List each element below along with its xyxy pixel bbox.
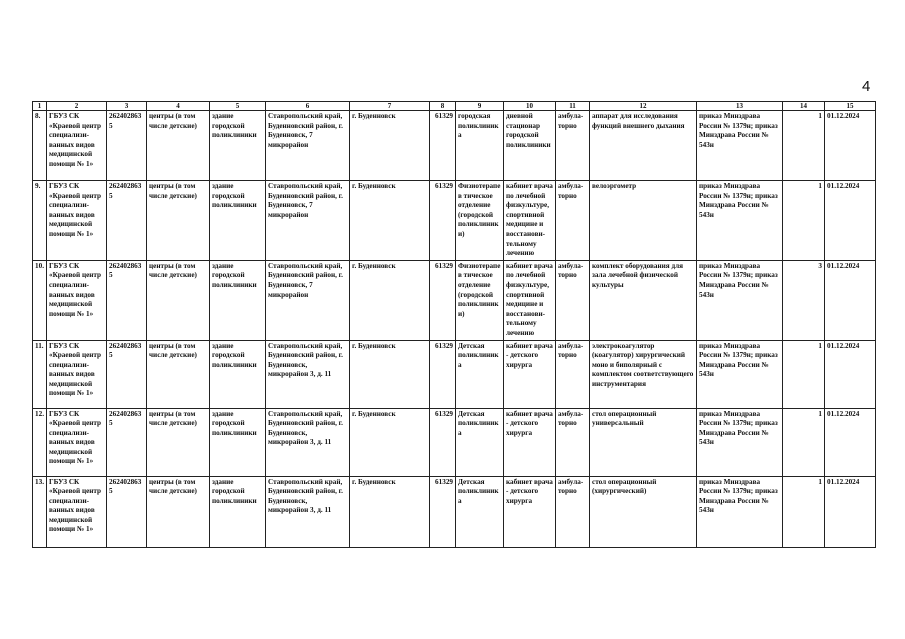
building-cell: здание городской поликлиники <box>210 111 266 181</box>
column-header: 13 <box>697 102 783 111</box>
equipment-cell: электрокоагулятор (коагулятор) хирургический моно и биполярный с комплектом соответствующего инструментария <box>590 340 697 408</box>
equipment-cell: комплект оборудования для зала лечебной физической культуры <box>590 260 697 340</box>
building-cell: здание городской поликлиники <box>210 340 266 408</box>
date-cell: 01.12.2024 <box>825 340 876 408</box>
index-cell: 61329 <box>430 340 456 408</box>
equipment-cell: стол операционный универсальный <box>590 408 697 476</box>
unit-cell: Физиотерапев тическое отделение (городской поликлиники) <box>456 260 504 340</box>
index-cell: 61329 <box>430 111 456 181</box>
unit-cell: городская поликлиника <box>456 111 504 181</box>
date-cell: 01.12.2024 <box>825 260 876 340</box>
code-cell: 2624028635 <box>107 260 147 340</box>
quantity-cell: 1 <box>783 340 825 408</box>
order-cell: приказ Минздрава России № 1379н; приказ Минздрава России № 543н <box>697 476 783 547</box>
quantity-cell: 1 <box>783 181 825 261</box>
mode-cell: амбула-торно <box>556 408 590 476</box>
table-row <box>33 476 876 547</box>
room-cell: кабинет врача по лечебной физкультуре, спортивной медицине и восстанови-тельному лечению <box>504 260 556 340</box>
date-cell: 01.12.2024 <box>825 476 876 547</box>
address-cell: Ставропольский край, Буденновский район, г. Буденновск, микрорайон 3, д. 11 <box>266 340 350 408</box>
row-number: 9. <box>33 181 47 261</box>
organization-cell: ГБУЗ СК «Краевой центр специализи-ванных видов медицинской помощи № 1» <box>47 408 107 476</box>
date-cell: 01.12.2024 <box>825 111 876 181</box>
table-row <box>33 260 876 340</box>
type-cell: центры (в том числе детские) <box>147 408 210 476</box>
room-cell: кабинет врача - детского хирурга <box>504 476 556 547</box>
room-cell: кабинет врача по лечебной физкультуре, спортивной медицине и восстанови-тельному лечению <box>504 181 556 261</box>
unit-cell: Детская поликлиника <box>456 408 504 476</box>
quantity-cell: 1 <box>783 111 825 181</box>
building-cell: здание городской поликлиники <box>210 476 266 547</box>
order-cell: приказ Минздрава России № 1379н; приказ Минздрава России № 543н <box>697 111 783 181</box>
row-number: 8. <box>33 111 47 181</box>
column-header: 7 <box>350 102 430 111</box>
header-row <box>33 102 876 111</box>
column-header: 4 <box>147 102 210 111</box>
mode-cell: амбула-торно <box>556 476 590 547</box>
row-number: 11. <box>33 340 47 408</box>
city-cell: г. Буденновск <box>350 408 430 476</box>
code-cell: 2624028635 <box>107 476 147 547</box>
row-number: 10. <box>33 260 47 340</box>
equipment-table <box>32 101 876 548</box>
mode-cell: амбула-торно <box>556 111 590 181</box>
column-header: 5 <box>210 102 266 111</box>
type-cell: центры (в том числе детские) <box>147 340 210 408</box>
unit-cell: Детская поликлиника <box>456 340 504 408</box>
address-cell: Ставропольский край, Буденновский район, г. Буденновск, 7 микрорайон <box>266 181 350 261</box>
city-cell: г. Буденновск <box>350 340 430 408</box>
code-cell: 2624028635 <box>107 111 147 181</box>
type-cell: центры (в том числе детские) <box>147 476 210 547</box>
table-row <box>33 408 876 476</box>
building-cell: здание городской поликлиники <box>210 181 266 261</box>
order-cell: приказ Минздрава России № 1379н; приказ Минздрава России № 543н <box>697 340 783 408</box>
column-header: 9 <box>456 102 504 111</box>
table-row <box>33 181 876 261</box>
address-cell: Ставропольский край, Буденновский район, г. Буденновск, микрорайон 3, д. 11 <box>266 476 350 547</box>
column-header: 11 <box>556 102 590 111</box>
mode-cell: амбула-торно <box>556 260 590 340</box>
equipment-cell: стол операционный (хирургический) <box>590 476 697 547</box>
index-cell: 61329 <box>430 181 456 261</box>
organization-cell: ГБУЗ СК «Краевой центр специализи-ванных видов медицинской помощи № 1» <box>47 181 107 261</box>
column-header: 15 <box>825 102 876 111</box>
table-row <box>33 340 876 408</box>
address-cell: Ставропольский край, Буденновский район, г. Буденновск, 7 микрорайон <box>266 260 350 340</box>
city-cell: г. Буденновск <box>350 476 430 547</box>
column-header: 10 <box>504 102 556 111</box>
table-row <box>33 111 876 181</box>
index-cell: 61329 <box>430 260 456 340</box>
row-number: 12. <box>33 408 47 476</box>
code-cell: 2624028635 <box>107 408 147 476</box>
date-cell: 01.12.2024 <box>825 408 876 476</box>
date-cell: 01.12.2024 <box>825 181 876 261</box>
column-header: 8 <box>430 102 456 111</box>
column-header: 14 <box>783 102 825 111</box>
column-header: 6 <box>266 102 350 111</box>
column-header: 1 <box>33 102 47 111</box>
mode-cell: амбула-торно <box>556 181 590 261</box>
mode-cell: амбула-торно <box>556 340 590 408</box>
organization-cell: ГБУЗ СК «Краевой центр специализи-ванных видов медицинской помощи № 1» <box>47 260 107 340</box>
column-header: 3 <box>107 102 147 111</box>
organization-cell: ГБУЗ СК «Краевой центр специализи-ванных видов медицинской помощи № 1» <box>47 476 107 547</box>
unit-cell: Детская поликлиника <box>456 476 504 547</box>
order-cell: приказ Минздрава России № 1379н; приказ Минздрава России № 543н <box>697 408 783 476</box>
address-cell: Ставропольский край, Буденновский район, г. Буденновск, 7 микрорайон <box>266 111 350 181</box>
city-cell: г. Буденновск <box>350 260 430 340</box>
column-header: 12 <box>590 102 697 111</box>
type-cell: центры (в том числе детские) <box>147 181 210 261</box>
order-cell: приказ Минздрава России № 1379н; приказ Минздрава России № 543н <box>697 260 783 340</box>
address-cell: Ставропольский край, Буденновский район, г. Буденновск, микрорайон 3, д. 11 <box>266 408 350 476</box>
quantity-cell: 1 <box>783 408 825 476</box>
column-header: 2 <box>47 102 107 111</box>
city-cell: г. Буденновск <box>350 181 430 261</box>
quantity-cell: 3 <box>783 260 825 340</box>
code-cell: 2624028635 <box>107 340 147 408</box>
city-cell: г. Буденновск <box>350 111 430 181</box>
row-number: 13. <box>33 476 47 547</box>
page-number: 4 <box>862 78 871 95</box>
type-cell: центры (в том числе детские) <box>147 260 210 340</box>
room-cell: кабинет врача - детского хирурга <box>504 408 556 476</box>
room-cell: дневной стационар городской поликлиники <box>504 111 556 181</box>
organization-cell: ГБУЗ СК «Краевой центр специализи-ванных видов медицинской помощи № 1» <box>47 340 107 408</box>
quantity-cell: 1 <box>783 476 825 547</box>
index-cell: 61329 <box>430 476 456 547</box>
code-cell: 2624028635 <box>107 181 147 261</box>
building-cell: здание городской поликлиники <box>210 408 266 476</box>
equipment-cell: велоэргометр <box>590 181 697 261</box>
index-cell: 61329 <box>430 408 456 476</box>
order-cell: приказ Минздрава России № 1379н; приказ Минздрава России № 543н <box>697 181 783 261</box>
organization-cell: ГБУЗ СК «Краевой центр специализи-ванных видов медицинской помощи № 1» <box>47 111 107 181</box>
unit-cell: Физиотерапев тическое отделение (городской поликлиники) <box>456 181 504 261</box>
room-cell: кабинет врача - детского хирурга <box>504 340 556 408</box>
equipment-cell: аппарат для исследования функций внешнего дыхания <box>590 111 697 181</box>
building-cell: здание городской поликлиники <box>210 260 266 340</box>
type-cell: центры (в том числе детские) <box>147 111 210 181</box>
